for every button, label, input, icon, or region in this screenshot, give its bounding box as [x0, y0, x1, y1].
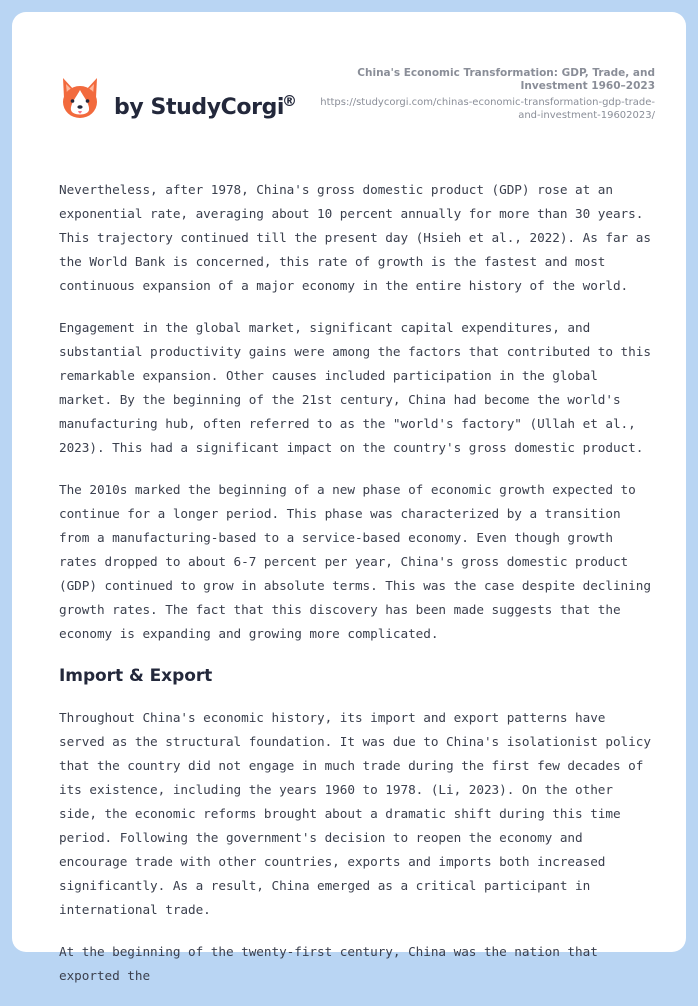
document-page: [12, 12, 686, 983]
document-meta: [315, 67, 655, 122]
paragraph: Engagement in the global market, significant capital expenditures, and substantial productivity gains were among the factors that contributed to this remarkable expansion. Other causes included participation in the global market. By the beginning of the 21st century, China had become the world's manufacturing hub, often referred to as the "world's factory" (Ullah et al., 2023). This had a significant impact on the country's gross domestic product.: [59, 320, 651, 455]
studycorgi-logo[interactable]: [60, 76, 100, 122]
corgi-icon: [60, 76, 100, 122]
registered-mark: ®: [282, 92, 297, 110]
document-url[interactable]: https://studycorgi.com/chinas-economic-transformation-gdp-trade-and-investment-19602023/: [320, 97, 655, 121]
article-body: [59, 178, 657, 1006]
document-title: China's Economic Transformation: GDP, Trade, and Investment 1960–2023: [357, 67, 655, 92]
paragraph: Nevertheless, after 1978, China's gross domestic product (GDP) rose at an exponential rate, averaging about 10 percent annually for more than 30 years. This trajectory continued till the present day (Hsieh et al., 2022). As far as the World Bank is concerned, this rate of growth is the fastest and most continuous expansion of a major economy in the entire history of the world.: [59, 182, 651, 293]
paragraph: The 2010s marked the beginning of a new phase of economic growth expected to continue for a longer period. This phase was characterized by a transition from a manufacturing-based to a service-based economy. Even though growth rates dropped to about 6-7 percent per year, China's gross domestic product (GDP) continued to grow in absolute terms. This was the case despite declining growth rates. The fact that this discovery has been made suggests that the economy is expanding and growing more complicated.: [59, 482, 651, 641]
paragraph: At the beginning of the twenty-first century, China was the nation that exported the: [59, 944, 598, 983]
section-heading: Import & Export: [59, 666, 213, 686]
brand-name[interactable]: by StudyCorgi: [114, 95, 285, 120]
paragraph: Throughout China's economic history, its import and export patterns have served as the structural foundation. It was due to China's isolationist policy that the country did not engage in much trade during the first few decades of its existence, including the years 1960 to 1978. (Li, 2023). On the other side, the economic reforms brought about a dramatic shift during this time period. Following the government's decision to reopen the economy and encourage trade with other countries, exports and imports both increased significantly. As a result, China emerged as a critical participant in international trade.: [59, 710, 651, 917]
